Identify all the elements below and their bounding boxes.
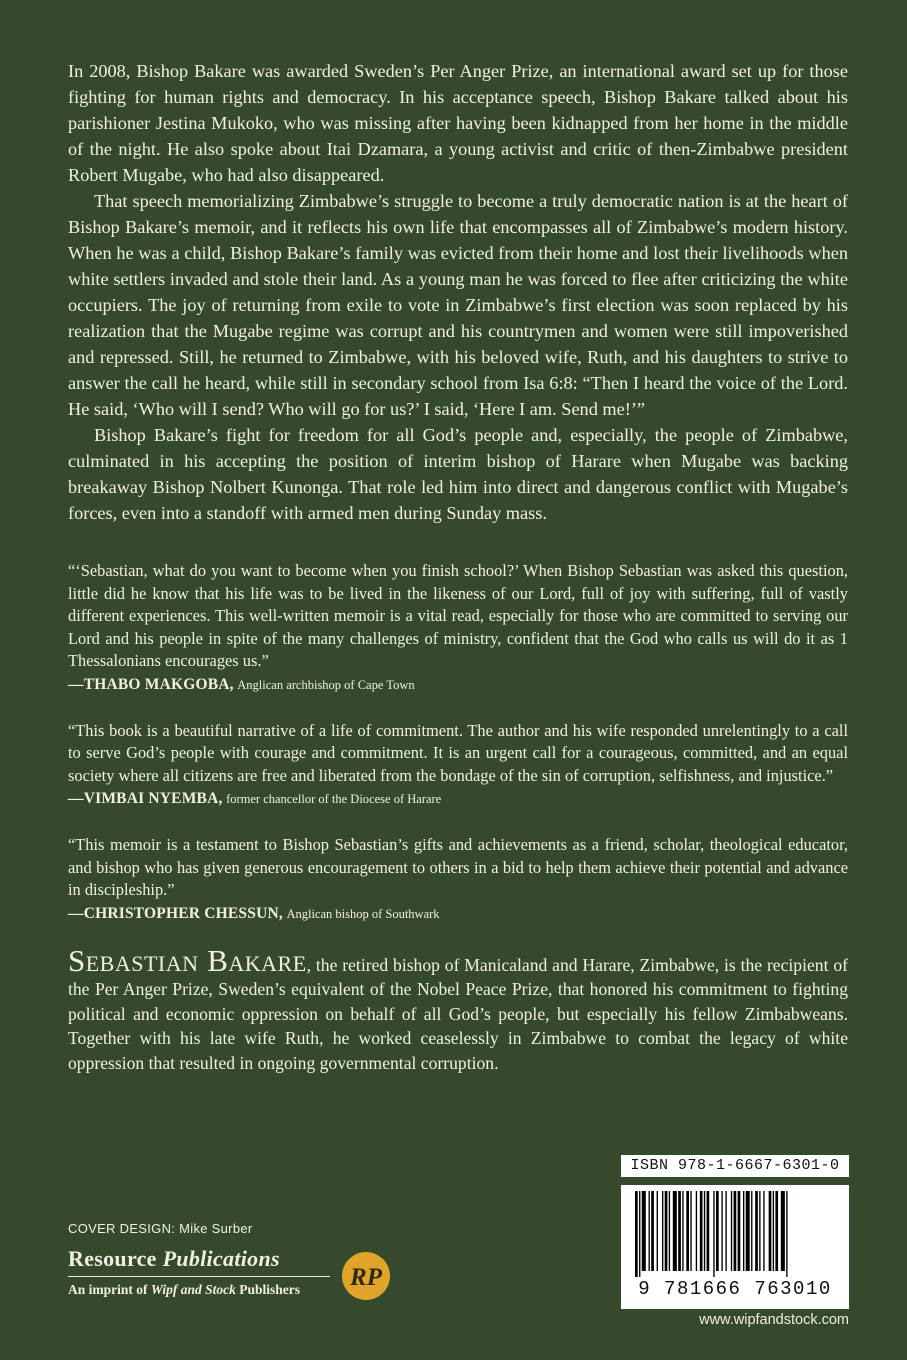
barcode-digits: 9 781666 763010 [638, 1278, 832, 1300]
barcode-bar [651, 1191, 654, 1271]
barcode-bar [678, 1191, 681, 1271]
barcode-bar [786, 1191, 787, 1277]
endorsement [68, 720, 848, 811]
cover-design-credit [68, 1221, 253, 1236]
endorser-name: —THABO MAKGOBA, [68, 675, 234, 693]
barcode-bar [734, 1191, 737, 1271]
endorsement-text: “‘Sebastian, what do you want to become when you finish school?’ When Bishop Sebastian was asked this question, little did he know that his life was to be lived in the likeness of our Lord, full of joy with suffering, full of vastly different experiences. This well-written memoir is a vital read, especially for those who are committed to serving our Lord and his people in spite of the many challenges of ministry, confident that the God who calls us will do it as 1 Thessalonians encourages us.” [68, 561, 848, 670]
endorser-name: —VIMBAI NYEMBA, [68, 790, 223, 807]
imprint-italic: Wipf and Stock [150, 1282, 236, 1297]
endorsements [68, 560, 848, 925]
description-paragraph: Bishop Bakare’s fight for freedom for all God’s people and, especially, the people of Zimbabwe, culminated in his accepting the position of interim bishop of Harare when Mugabe was backing breakaway Bishop Nolbert Kunonga. That role led him into direct and dangerous conflict with Mugabe’s forces, even into a standoff with armed men during Sunday mass. [68, 425, 848, 523]
description-paragraph: In 2008, Bishop Bakare was awarded Sweden’s Per Anger Prize, an international award set up for those fighting for human rights and democracy. In his acceptance speech, Bishop Bakare talked about his parishioner Jestina Mukoko, who was missing after having been kidnapped from her home in the middle of the night. He also spoke about Itai Dzamara, a young activist and critic of then-Zimbabwe president Robert Mugabe, who had also disappeared. [68, 61, 848, 185]
endorser-role: Anglican bishop of Southwark [286, 906, 440, 921]
author-bio [68, 942, 848, 1076]
rp-logo-text: RP [350, 1264, 382, 1291]
endorsement-text: “This memoir is a testament to Bishop Sebastian’s gifts and achievements as a friend, scholar, theological educator, and bishop who has given generous encouragement to others in a bid to help them achieve their potential and advance in discipleship.” [68, 835, 848, 899]
endorsement-attribution [68, 904, 848, 925]
endorsement-text: “This book is a beautiful narrative of a life of commitment. The author and his wife responded unrelentingly to a call to serve God’s people with courage and commitment. It is an urgent call for a courageous, committed, and an equal society where all citizens are free and liberated from the bondage of the sin of corruption, selfishness, and injustice.” [68, 720, 848, 785]
barcode-bar [707, 1191, 710, 1271]
barcode-bar [669, 1191, 670, 1271]
barcode-bar [763, 1191, 764, 1271]
author-name: Sebastian Bakare [68, 942, 307, 978]
barcode-bar [696, 1191, 697, 1271]
barcode-bar [775, 1191, 778, 1271]
endorser-role: former chancellor of the Diocese of Harare [226, 792, 442, 806]
publisher-website: www.wipfandstock.com [699, 1312, 849, 1328]
endorser-role: Anglican archbishop of Cape Town [237, 677, 415, 692]
barcode-bar [713, 1191, 714, 1277]
endorsement-attribution [68, 675, 848, 696]
barcode-bar [635, 1191, 638, 1277]
publisher-name-italic: Publications [162, 1246, 280, 1271]
book-description [68, 58, 848, 526]
barcode-bar [639, 1191, 640, 1277]
publisher-name-regular: Resource [68, 1246, 157, 1271]
publisher-name [68, 1246, 280, 1272]
imprint-suffix: Publishers [239, 1282, 301, 1297]
endorsement-attribution [68, 789, 848, 810]
barcode-bar [781, 1191, 785, 1271]
barcode-bar [704, 1191, 705, 1271]
barcode-bar [721, 1191, 722, 1271]
barcode-bar [755, 1191, 758, 1271]
description-paragraph: That speech memorializing Zimbabwe’s struggle to become a truly democratic nation is at the heart of Bishop Bakare’s memoir, and it reflects his own life that encompasses all of Zimbabwe’s modern history. When he was a child, Bishop Bakare’s family was evicted from their home and lost their livelihoods when white settlers invaded and stole their land. As a young man he was forced to flee after criticizing the white occupiers. The joy of returning from exile to vote in Zimbabwe’s first election was soon replaced by his realization that the Mugabe regime was corrupt and his countrymen and women were still impoverished and repressed. Still, he returned to Zimbabwe, with his beloved wife, Ruth, and his daughters to strive to answer the call he heard, while still in secondary school from Isa 6:8: “Then I heard the voice of the Lord. He said, ‘Who will I send? Who will go for us?’ I said, ‘Here I am. Send me!’” [68, 191, 848, 419]
barcode-bar [759, 1191, 760, 1271]
endorsement [68, 834, 848, 925]
author-bio-text: , the retired bishop of Manicaland and Harare, Zimbabwe, is the recipient of the Per Anger Prize, Sweden’s equivalent of the Nobel Peace Prize, that honored his commitment to fighting political and economic oppression on behalf of all God’s people, but especially his fellow Zimbabweans. Together with his late wife Ruth, he worked ceaselessly in Zimbabwe to combat the legacy of white oppression that resulted in ongoing governmental corruption. [68, 954, 848, 1073]
rp-logo-icon [340, 1250, 392, 1302]
publisher-imprint [68, 1282, 300, 1298]
publisher-logo [68, 1246, 403, 1306]
barcode-bars [631, 1191, 839, 1277]
barcode-bar [769, 1191, 772, 1271]
barcode-bar [649, 1191, 650, 1271]
barcode-bar [686, 1191, 689, 1271]
barcode-bar [743, 1191, 744, 1271]
cover-design-label: COVER DESIGN: [68, 1221, 176, 1236]
barcode-bar [731, 1191, 732, 1271]
cover-designer: Mike Surber [179, 1221, 253, 1236]
barcode-bar [751, 1191, 752, 1271]
barcode-bar [642, 1191, 646, 1271]
imprint-prefix: An imprint of [68, 1282, 148, 1297]
barcode-bar [746, 1191, 750, 1271]
barcode-bar [682, 1191, 683, 1271]
barcode-bar [700, 1191, 703, 1271]
barcode-bar [690, 1191, 691, 1271]
publisher-divider [68, 1276, 330, 1277]
barcode-bar [773, 1191, 774, 1271]
barcode-bar [662, 1191, 663, 1271]
isbn-label: ISBN 978-1-6667-6301-0 [621, 1155, 849, 1177]
endorser-name: —CHRISTOPHER CHESSUN, [68, 904, 283, 922]
barcode-bar [673, 1191, 677, 1271]
barcode-bar [716, 1191, 719, 1271]
barcode-bar [657, 1191, 658, 1271]
barcode-bar [665, 1191, 668, 1271]
back-cover-content [68, 58, 848, 1075]
endorsement [68, 560, 848, 696]
barcode [621, 1157, 849, 1309]
barcode-bar [725, 1191, 726, 1271]
barcode-bar [738, 1191, 741, 1271]
